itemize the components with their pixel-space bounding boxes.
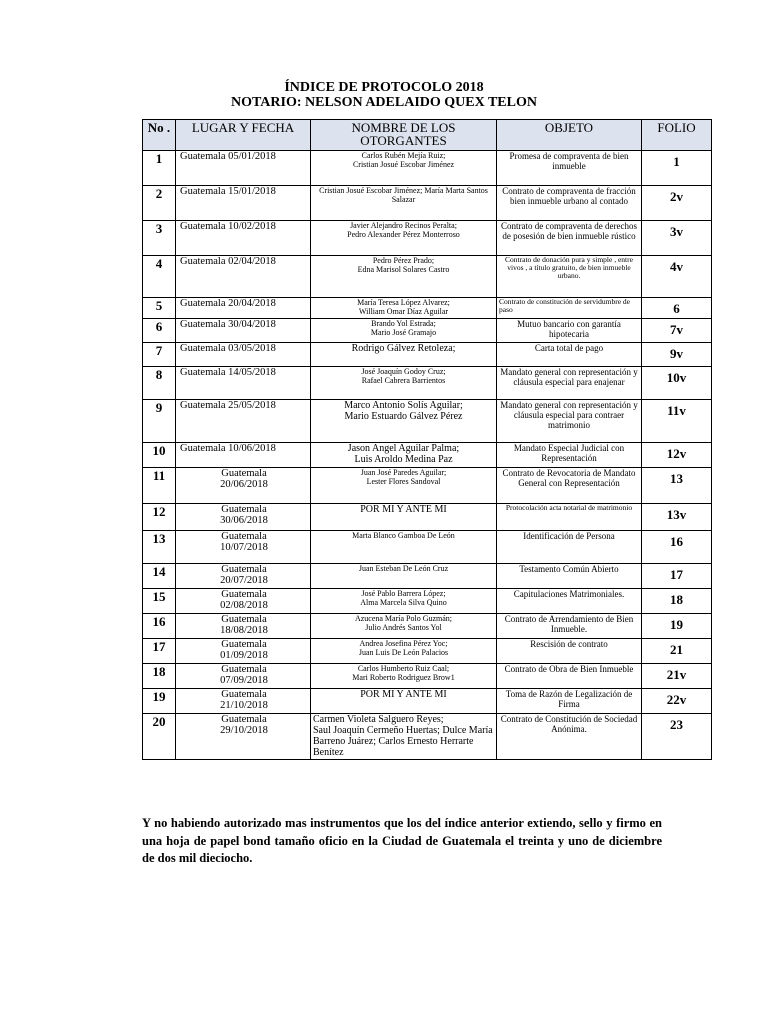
header-otorgantes: NOMBRE DE LOS OTORGANTES: [311, 120, 497, 151]
row-number: 2: [143, 186, 176, 221]
table-row: [143, 400, 712, 443]
row-folio: 13: [642, 468, 712, 504]
row-folio: 11v: [642, 400, 712, 443]
header-objeto: OBJETO: [497, 120, 642, 151]
row-folio: 7v: [642, 319, 712, 343]
row-objeto: Contrato de donación pura y simple , entre vivos , a título gratuito, de bien inmueble urbano.: [497, 256, 642, 298]
row-number: 20: [143, 714, 176, 760]
row-lugar-fecha: Guatemala 14/05/2018: [176, 367, 311, 400]
row-otorgantes: Marco Antonio Solís Aguilar; Mario Estuardo Gálvez Pérez: [311, 400, 497, 443]
row-otorgantes: Juan Esteban De León Cruz: [311, 564, 497, 589]
row-number: 16: [143, 614, 176, 639]
row-otorgantes: José Joaquín Godoy Cruz; Rafael Cabrera Barrientos: [311, 367, 497, 400]
row-number: 17: [143, 639, 176, 664]
row-otorgantes: Brando Yol Estrada; Mario José Gramajo: [311, 319, 497, 343]
row-objeto: Mandato general con representación y cláusula especial para enajenar: [497, 367, 642, 400]
row-folio: 21v: [642, 664, 712, 689]
row-otorgantes: Pedro Pérez Prado; Edna Marisol Solares Castro: [311, 256, 497, 298]
row-objeto: Protocolación acta notarial de matrimonio: [497, 504, 642, 531]
row-folio: 9v: [642, 343, 712, 367]
table-row: [143, 614, 712, 639]
row-otorgantes: Javier Alejandro Recinos Peralta; Pedro Alexander Pérez Monterroso: [311, 221, 497, 256]
row-folio: 22v: [642, 689, 712, 714]
row-otorgantes: Carmen Violeta Salguero Reyes; Saul Joaquín Cermeño Huertas; Dulce María Barreno Juárez; Carlos Ernesto Herrarte Benítez: [311, 714, 497, 760]
table-row: [143, 343, 712, 367]
row-objeto: Mutuo bancario con garantía hipotecaria: [497, 319, 642, 343]
header-lugar-fecha: LUGAR Y FECHA: [176, 120, 311, 151]
row-number: 18: [143, 664, 176, 689]
table-row: [143, 186, 712, 221]
row-lugar-fecha: Guatemala 18/08/2018: [176, 614, 311, 639]
row-otorgantes: Marta Blanco Gamboa De León: [311, 531, 497, 564]
table-row: [143, 319, 712, 343]
row-folio: 1: [642, 151, 712, 186]
row-otorgantes: POR MI Y ANTE MI: [311, 689, 497, 714]
row-lugar-fecha: Guatemala 25/05/2018: [176, 400, 311, 443]
header-no: No .: [143, 120, 176, 151]
row-otorgantes: Rodrigo Gálvez Retoleza;: [311, 343, 497, 367]
table-row: [143, 664, 712, 689]
row-lugar-fecha: Guatemala 20/04/2018: [176, 298, 311, 319]
row-objeto: Contrato de constitución de servidumbre de paso: [497, 298, 642, 319]
row-folio: 6: [642, 298, 712, 319]
table-row: [143, 689, 712, 714]
row-lugar-fecha: Guatemala 30/04/2018: [176, 319, 311, 343]
row-objeto: Identificación de Persona: [497, 531, 642, 564]
row-lugar-fecha: Guatemala 15/01/2018: [176, 186, 311, 221]
row-number: 15: [143, 589, 176, 614]
row-lugar-fecha: Guatemala 10/02/2018: [176, 221, 311, 256]
row-objeto: Mandato Especial Judicial con Representación: [497, 443, 642, 468]
table-row: [143, 298, 712, 319]
row-lugar-fecha: Guatemala 10/06/2018: [176, 443, 311, 468]
row-number: 9: [143, 400, 176, 443]
row-folio: 12v: [642, 443, 712, 468]
row-folio: 21: [642, 639, 712, 664]
table-row: [143, 714, 712, 760]
row-number: 6: [143, 319, 176, 343]
table-row: [143, 367, 712, 400]
row-folio: 17: [642, 564, 712, 589]
row-number: 1: [143, 151, 176, 186]
row-objeto: Mandato general con representación y cláusula especial para contraer matrimonio: [497, 400, 642, 443]
row-number: 5: [143, 298, 176, 319]
row-lugar-fecha: Guatemala 05/01/2018: [176, 151, 311, 186]
row-objeto: Testamento Común Abierto: [497, 564, 642, 589]
row-folio: 18: [642, 589, 712, 614]
row-lugar-fecha: Guatemala 21/10/2018: [176, 689, 311, 714]
row-otorgantes: POR MI Y ANTE MI: [311, 504, 497, 531]
table-row: [143, 504, 712, 531]
row-objeto: Toma de Razón de Legalización de Firma: [497, 689, 642, 714]
row-lugar-fecha: Guatemala 20/06/2018: [176, 468, 311, 504]
protocol-index-table: [142, 119, 712, 760]
row-folio: 23: [642, 714, 712, 760]
row-objeto: Rescisión de contrato: [497, 639, 642, 664]
row-number: 4: [143, 256, 176, 298]
table-row: [143, 589, 712, 614]
row-objeto: Contrato de Revocatoria de Mandato General con Representación: [497, 468, 642, 504]
row-lugar-fecha: Guatemala 20/07/2018: [176, 564, 311, 589]
table-row: [143, 531, 712, 564]
row-lugar-fecha: Guatemala 01/09/2018: [176, 639, 311, 664]
row-objeto: Contrato de Arrendamiento de Bien Inmueble.: [497, 614, 642, 639]
header-folio: FOLIO: [642, 120, 712, 151]
row-lugar-fecha: Guatemala 30/06/2018: [176, 504, 311, 531]
row-number: 13: [143, 531, 176, 564]
closing-statement: Y no habiendo autorizado mas instrumentos que los del índice anterior extiendo, sello y firmo en una hoja de papel bond tamaño oficio en la Ciudad de Guatemala el treinta y uno de diciembre de dos mil dieciocho.: [142, 816, 662, 865]
row-folio: 16: [642, 531, 712, 564]
row-number: 7: [143, 343, 176, 367]
table-row: [143, 639, 712, 664]
row-lugar-fecha: Guatemala 29/10/2018: [176, 714, 311, 760]
row-otorgantes: Cristian Josué Escobar Jiménez; María Marta Santos Salazar: [311, 186, 497, 221]
row-lugar-fecha: Guatemala 07/09/2018: [176, 664, 311, 689]
table-row: [143, 468, 712, 504]
row-number: 14: [143, 564, 176, 589]
row-number: 10: [143, 443, 176, 468]
row-otorgantes: Juan José Paredes Aguilar; Lester Flores Sandoval: [311, 468, 497, 504]
row-objeto: Capitulaciones Matrimoniales.: [497, 589, 642, 614]
row-objeto: Contrato de compraventa de fracción bien inmueble urbano al contado: [497, 186, 642, 221]
row-objeto: Contrato de compraventa de derechos de posesión de bien inmueble rústico: [497, 221, 642, 256]
row-objeto: Carta total de pago: [497, 343, 642, 367]
notary-subtitle: NOTARIO: NELSON ADELAIDO QUEX TELON: [231, 95, 537, 110]
row-folio: 10v: [642, 367, 712, 400]
row-otorgantes: María Teresa López Alvarez; William Omar Díaz Aguilar: [311, 298, 497, 319]
row-otorgantes: Jason Angel Aguilar Palma; Luis Aroldo Medina Paz: [311, 443, 497, 468]
row-otorgantes: Carlos Rubén Mejía Ruiz; Cristian Josué Escobar Jiménez: [311, 151, 497, 186]
row-number: 12: [143, 504, 176, 531]
row-otorgantes: Andrea Josefina Pérez Yoc; Juan Luis De León Palacios: [311, 639, 497, 664]
row-number: 19: [143, 689, 176, 714]
table-row: [143, 256, 712, 298]
table-row: [143, 443, 712, 468]
row-lugar-fecha: Guatemala 02/04/2018: [176, 256, 311, 298]
row-objeto: Promesa de compraventa de bien inmueble: [497, 151, 642, 186]
row-folio: 13v: [642, 504, 712, 531]
row-objeto: Contrato de Constitución de Sociedad Anónima.: [497, 714, 642, 760]
row-number: 8: [143, 367, 176, 400]
row-folio: 2v: [642, 186, 712, 221]
row-lugar-fecha: Guatemala 02/08/2018: [176, 589, 311, 614]
row-lugar-fecha: Guatemala 10/07/2018: [176, 531, 311, 564]
row-folio: 3v: [642, 221, 712, 256]
table-header-row: [143, 120, 712, 151]
row-objeto: Contrato de Obra de Bien Inmueble: [497, 664, 642, 689]
row-otorgantes: Azucena María Polo Guzmán; Julio Andrés Santos Yol: [311, 614, 497, 639]
row-folio: 4v: [642, 256, 712, 298]
row-otorgantes: Carlos Humberto Ruiz Caal; Mari Roberto Rodriguez Brow1: [311, 664, 497, 689]
row-number: 11: [143, 468, 176, 504]
row-otorgantes: José Pablo Barrera López; Alma Marcela Silva Quino: [311, 589, 497, 614]
row-folio: 19: [642, 614, 712, 639]
row-lugar-fecha: Guatemala 03/05/2018: [176, 343, 311, 367]
row-number: 3: [143, 221, 176, 256]
table-row: [143, 221, 712, 256]
table-row: [143, 564, 712, 589]
page-title: ÍNDICE DE PROTOCOLO 2018: [284, 80, 484, 95]
table-row: [143, 151, 712, 186]
